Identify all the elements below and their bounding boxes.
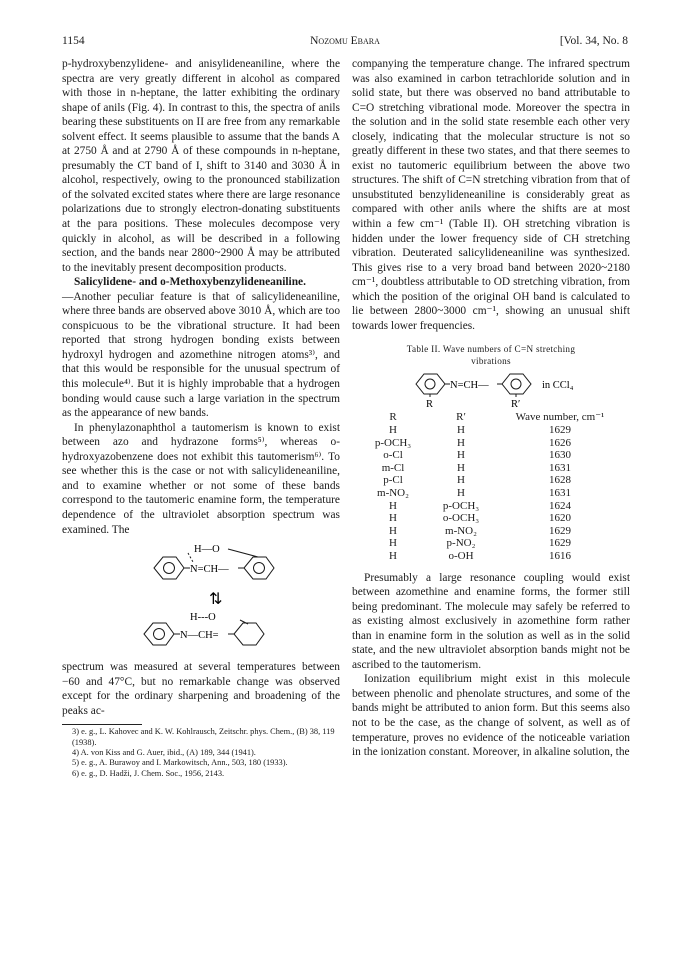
paragraph: spectrum was measured at several temperatures between −60 and 47°C, but no remarkable change was observed except for the ordinary sharpening and broadening of the peaks ac-: [62, 661, 340, 717]
substituent-r: R: [426, 399, 434, 411]
benzene-ring: [502, 374, 531, 394]
table-cell: H: [457, 474, 465, 487]
table-cell: 1626: [549, 436, 571, 449]
table-cell: 1624: [549, 499, 571, 512]
benzene-ring: [154, 557, 184, 579]
tautomer-diagram: [62, 540, 340, 658]
table-row: [364, 424, 620, 437]
left-column: [62, 57, 340, 779]
table-cell: H: [389, 423, 397, 436]
running-author: Nozomu Ebara: [310, 35, 380, 47]
table-cell: 1631: [549, 486, 571, 499]
table-cell: H: [389, 512, 397, 525]
table-title: [352, 343, 630, 367]
table-header: Wave number, cm⁻¹: [515, 411, 605, 424]
paragraph: p-hydroxybenzylidene- and anisylideneaniline, where the spectra are very greatly different in alcohol as compared with those in n-heptane, the latter exhibiting the ordinary shape of anils (Fig. 4). In contrast to this, the spectra of anils bearing these substituents on II are free from any remarkable solvent effect. It seems plausible to assume that the bands A at 2750 Å and at 2790 Å of these compounds in n-heptane, presumably the CT band of I, shift to 3140 and 3030 Å in alcohol, respectively, owing to the pronounced stabilization of the solvated excited states where there are large resonance polarizations due to strongly electron-donating substituents at the para positions. These molecules decompose very quickly in alcohol, as will be described in a following section, and the bands near 2800~2900 Å may be attributed to the inevitably present decomposition products.: [62, 58, 340, 274]
footnote: 3) e. g., L. Kahovec and K. W. Kohlrausch, Zeitschr. phys. Chem., (B) 38, 119 (1938).: [72, 727, 335, 747]
page-header: [62, 35, 628, 51]
right-column: [352, 57, 630, 760]
table-cell: H: [457, 449, 465, 462]
table-cell: 1631: [549, 461, 571, 474]
table-cell: 1620: [549, 512, 571, 525]
table-cell: 1630: [549, 449, 571, 462]
spacer: [352, 563, 630, 571]
table-row: [364, 525, 620, 538]
table-cell: o-OH: [448, 549, 474, 562]
table-cell: m-Cl: [381, 461, 405, 474]
table-cell: o-OCH₃: [442, 512, 480, 525]
table-cell: H: [389, 537, 397, 550]
table-title-line: vibrations: [471, 356, 511, 367]
azomethine-link: N=CH—: [450, 380, 489, 392]
table-cell: 1628: [549, 474, 571, 487]
table-header: R: [389, 411, 397, 424]
table-cell: p-Cl: [383, 474, 403, 487]
benzene-ring: [244, 557, 274, 579]
table-cell: H: [457, 461, 465, 474]
table-row: [364, 437, 620, 450]
table-header: R′: [456, 411, 466, 424]
table-cell: H: [457, 423, 465, 436]
volume-info: [Vol. 34, No. 8: [559, 35, 628, 47]
paragraph: Presumably a large resonance coupling would exist between azomethine and enamine forms, the former still being predominant. The molecule may safely be referred to as existing almost exclusively in azomethine form rather than in enamine form in the solution as well as in the solid state, and the new ultraviolet absorption bands might not be ascribed to the tautomerism.: [352, 571, 630, 671]
section-paragraph: [62, 275, 340, 290]
table-cell: p-NO₂: [446, 537, 476, 550]
paragraph: Ionization equilibrium might exist in this molecule between phenolic and phenolate structures, and some of the bands might be attributed to anion form. But this seems also not to be the case, as the change of solvent, as well as of temperature, proves no evidence of the noticeable variation in the ionization constant. Moreover, in alkaline solution, the: [352, 673, 630, 759]
footnote: 6) e. g., D. Hadži, J. Chem. Soc., 1956, 2143.: [72, 768, 225, 778]
page-number: 1154: [62, 35, 85, 47]
wave-number-table: [364, 411, 620, 562]
solvent-label: in CCl₄: [542, 380, 574, 392]
table-cell: p-OCH₃: [442, 499, 480, 512]
table-cell: m-NO₂: [377, 486, 409, 499]
equilibrium-arrow: ⇅: [209, 589, 223, 609]
benzene-ring: [416, 374, 445, 394]
table-row: [364, 474, 620, 487]
footnote: 4) A. von Kiss and G. Auer, ibid., (A) 189, 344 (1941).: [72, 748, 256, 758]
table-cell: p-OCH₃: [374, 436, 412, 449]
enamine-link: N—CH=: [180, 630, 219, 642]
table-row: [364, 537, 620, 550]
table-cell: 1629: [549, 524, 571, 537]
table-row: [364, 462, 620, 475]
table-structure: [352, 369, 630, 411]
substituent-r-prime: R′: [511, 399, 521, 411]
table-cell: 1616: [549, 549, 571, 562]
table-cell: H: [389, 524, 397, 537]
table-cell: H: [389, 549, 397, 562]
table-row: [364, 512, 620, 525]
table-cell: H: [457, 486, 465, 499]
paragraph: In phenylazonaphthol a tautomerism is known to exist between azo and hydrazone forms⁵⁾, whereas o-hydroxyazobenzene does not exhibit this tautomerism⁶⁾. To see whether this is the case or not with salicylideneaniline, and to examine whether or not some of these bands correspond to the tautomeric enamine form, the temperature dependence of the ultraviolet absorption spectrum was examined. The: [62, 421, 340, 536]
table-row: [364, 500, 620, 513]
paragraph: —Another peculiar feature is that of salicylideneaniline, where three bands are observed above 3010 Å, which are too conspicuous to be the vibrational structure. It had been reported that strong hydrogen bonding exists between hydroxyl hydrogen and azomethine nitrogen atoms³⁾, and that this would be responsible for the unusual spectrum of this molecule⁴⁾. But it is highly improbable that a hydrogen bonding would cause such a large variation in the spectrum as the appearance of new bands.: [62, 290, 341, 420]
anil-structure-diagram: [352, 369, 630, 411]
table-cell: H: [457, 436, 465, 449]
table-row: [364, 487, 620, 500]
table-header-row: [364, 411, 620, 424]
h-o-label: H---O: [190, 612, 216, 624]
table-cell: 1629: [549, 537, 571, 550]
table-cell: o-Cl: [383, 449, 403, 462]
azomethine-link: N=CH—: [190, 564, 229, 576]
tautomer-scheme: [62, 540, 340, 658]
footnote: 5) e. g., A. Burawoy and I. Markowitsch, Ann., 503, 180 (1933).: [72, 758, 288, 768]
section-title: Salicylidene- and o-Methoxybenzylideneaniline.: [74, 276, 306, 289]
table-cell: 1629: [549, 423, 571, 436]
h-o-label: H—O: [194, 544, 220, 556]
benzene-ring: [144, 623, 174, 645]
paragraph: companying the temperature change. The infrared spectrum was also examined in carbon tetrachloride solution and in solid state, but there was observed no band attributable to C=O stretching vibrational mode. Moreover the spectra in the solution and in the solid state resemble each other very closely, indicating that the molecular structure is not so greatly different in these two states, and that there seemes to exist no tautomeric equilibrium between the above two structures. The shift of C=N stretching vibration from that of unsubstituted benzylideneaniline is considerably great as compared with other anils where the shifts are at most within a few cm⁻¹ (Table II). OH stretching vibration is hidden under the lower frequency side of CH stretching vibration. Deuterated salicylideneaniline was synthesized. This gives rise to a very broad band between 2020~2180 cm⁻¹, doubtless attributable to OD stretching vibration, from which the position of the original OH band is calculated to lie between 2800~3000 cm⁻¹, showing an unusual shift towards lower frequencies.: [352, 58, 630, 332]
table-title-line: Table II. Wave numbers of C=N stretching: [406, 344, 576, 355]
table-cell: H: [389, 499, 397, 512]
table-row: [364, 550, 620, 563]
footnotes: [62, 727, 340, 779]
benzene-ring: [234, 623, 264, 645]
table-cell: m-NO₂: [445, 524, 477, 537]
table-row: [364, 449, 620, 462]
